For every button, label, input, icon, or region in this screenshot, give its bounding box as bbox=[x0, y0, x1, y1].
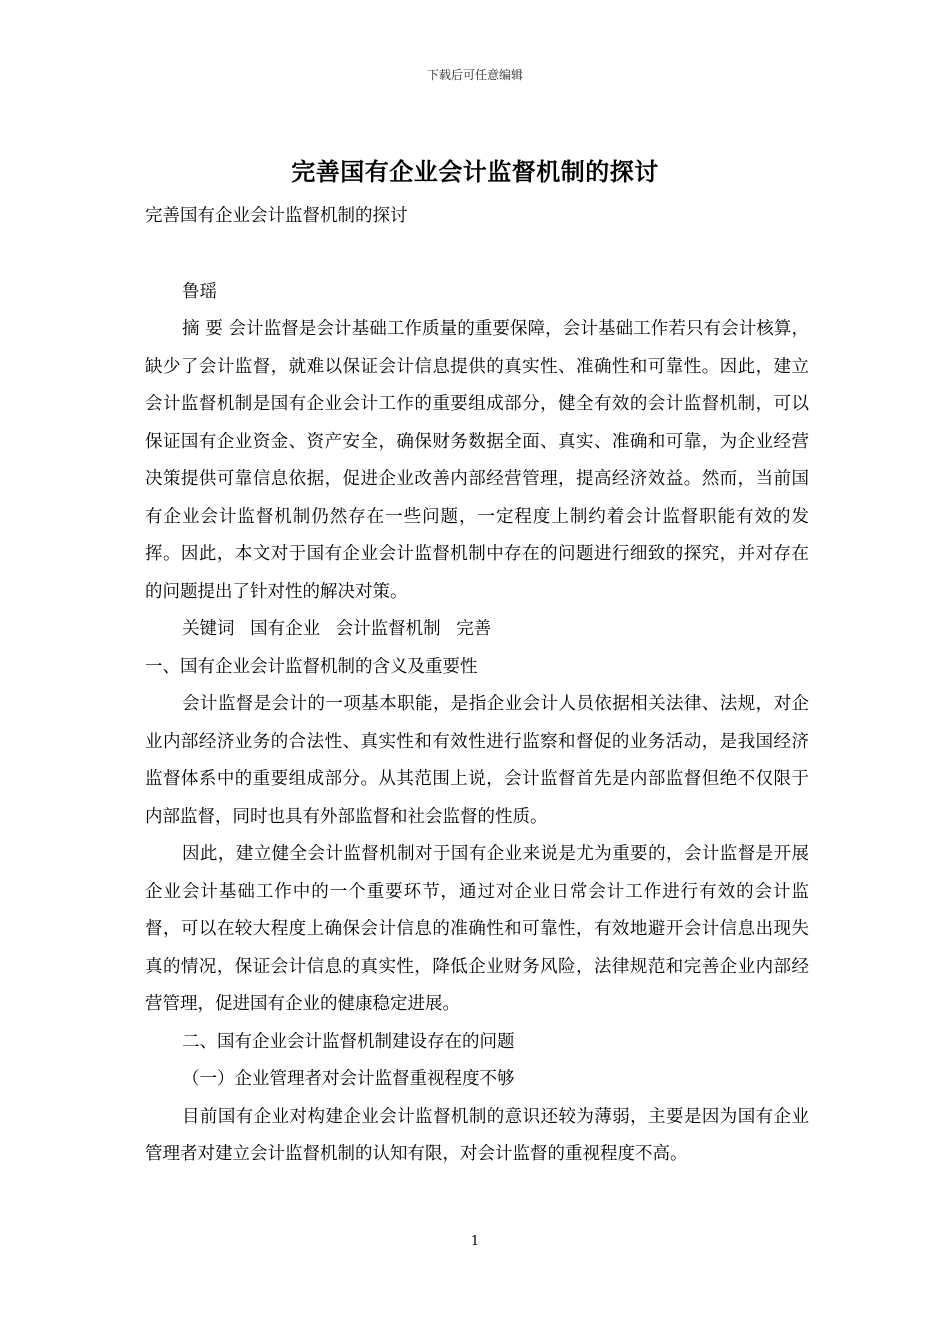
body-paragraph: 会计监督是会计的一项基本职能，是指企业会计人员依据相关法律、法规，对企业内部经济业务的合法性、真实性和有效性进行监察和督促的业务活动，是我国经济监督体系中的重要组成部分。从其范围上说，会计监督首先是内部监督但绝不仅限于内部监督，同时也具有外部监督和社会监督的性质。 bbox=[145, 694, 809, 827]
keywords-line bbox=[145, 611, 809, 649]
document-subtitle: 完善国有企业会计监督机制的探讨 bbox=[145, 206, 408, 226]
document-title: 完善国有企业会计监督机制的探讨 bbox=[291, 157, 659, 186]
keyword-item: 完善 bbox=[456, 619, 492, 639]
section-heading: 一、国有企业会计监督机制的含义及重要性 bbox=[145, 656, 478, 677]
keyword-item: 会计监督机制 bbox=[335, 619, 441, 639]
document-body bbox=[145, 198, 809, 1174]
keyword-item: 国有企业 bbox=[250, 619, 321, 639]
subsection-heading: （一）企业管理者对会计监督重视程度不够 bbox=[182, 1069, 515, 1089]
abstract-paragraph: 摘 要 会计监督是会计基础工作质量的重要保障，会计基础工作若只有会计核算，缺少了会计监督，就难以保证会计信息提供的真实性、准确性和可靠性。因此，建立会计监督机制是国有企业会计工作的重要组成部分，健全有效的会计监督机制，可以保证国有企业资金、资产安全，确保财务数据全面、真实、准确和可靠，为企业经营决策提供可靠信息依据，促进企业改善内部经营管理，提高经济效益。然而，当前国有企业会计监督机制仍然存在一些问题，一定程度上制约着会计监督职能有效的发挥。因此，本文对于国有企业会计监督机制中存在的问题进行细致的探究，并对存在的问题提出了针对性的解决对策。 bbox=[145, 319, 809, 602]
section-heading: 二、国有企业会计监督机制建设存在的问题 bbox=[182, 1031, 515, 1052]
author-name: 鲁瑶 bbox=[182, 281, 217, 302]
page-header-note: 下载后可任意编辑 bbox=[426, 68, 523, 82]
body-paragraph: 因此，建立健全会计监督机制对于国有企业来说是尤为重要的，会计监督是开展企业会计基础工作中的一个重要环节，通过对企业日常会计工作进行有效的会计监督，可以在较大程度上确保会计信息的准确性和可靠性，有效地避开会计信息出现失真的情况，保证会计信息的真实性，降低企业财务风险，法律规范和完善企业内部经营管理，促进国有企业的健康稳定进展。 bbox=[145, 844, 809, 1014]
blank-line bbox=[145, 236, 809, 274]
body-paragraph: 目前国有企业对构建企业会计监督机制的意识还较为薄弱，主要是因为国有企业管理者对建立会计监督机制的认知有限，对会计监督的重视程度不高。 bbox=[145, 1106, 809, 1164]
keywords-label: 关键词 bbox=[182, 619, 235, 639]
page-number: 1 bbox=[470, 1234, 480, 1249]
